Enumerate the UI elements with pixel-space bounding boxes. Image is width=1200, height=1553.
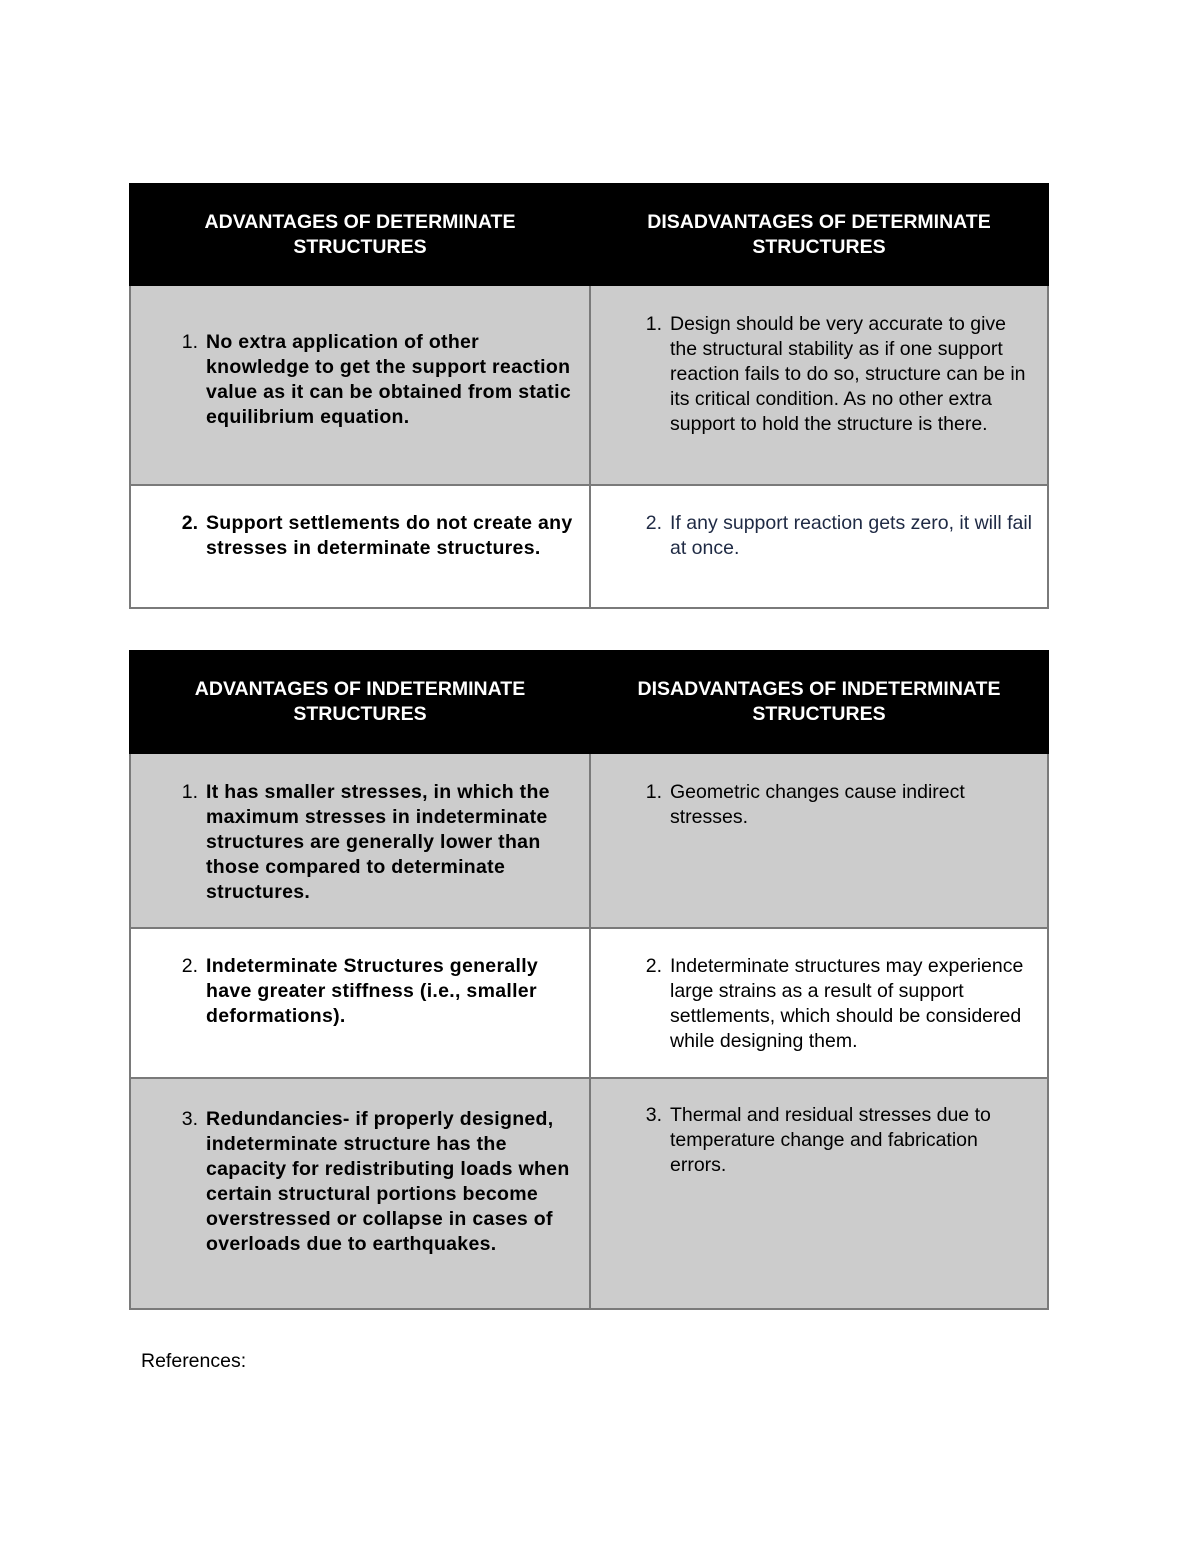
header-advantages-determinate: ADVANTAGES OF DETERMINATE STRUCTURES	[130, 184, 590, 285]
item-number: 2.	[181, 955, 198, 977]
table-cell	[130, 485, 590, 608]
item-number: 1.	[181, 331, 198, 353]
header-advantages-indeterminate: ADVANTAGES OF INDETERMINATE STRUCTURES	[130, 651, 590, 753]
list-item	[591, 954, 1047, 1054]
references-label: References:	[141, 1350, 247, 1372]
list-item	[131, 330, 589, 430]
list-item	[591, 511, 1047, 561]
header-disadvantages-indeterminate: DISADVANTAGES OF INDETERMINATE STRUCTURES	[590, 651, 1048, 753]
item-number: 3.	[645, 1104, 662, 1126]
item-text: Thermal and residual stresses due to temperature change and fabrication errors.	[670, 1104, 991, 1176]
determinate-structures-table	[129, 183, 1049, 609]
table-row	[130, 1078, 1048, 1309]
list-item	[131, 954, 589, 1029]
table-row	[130, 485, 1048, 608]
item-text	[206, 1107, 589, 1257]
item-text-line: Redundancies- if properly designed, indeterminate structure has the capacity for redistributing loads when certain structural portions become	[206, 1108, 570, 1205]
item-text: Indeterminate Structures generally have greater stiffness (i.e., smaller deformations).	[206, 955, 539, 1027]
item-number: 1.	[645, 313, 662, 335]
item-text-line: overloads due to earthquakes.	[206, 1233, 497, 1255]
table-cell	[590, 485, 1048, 608]
table-cell	[130, 928, 590, 1078]
list-item	[131, 780, 589, 905]
table-cell	[590, 1078, 1048, 1309]
table-row	[130, 928, 1048, 1078]
list-item	[131, 1107, 589, 1257]
table-row	[130, 285, 1048, 485]
item-text: Indeterminate structures may experience large strains as a result of support settlements, which should be considered while designing them.	[670, 955, 1024, 1052]
table-cell	[130, 1078, 590, 1309]
item-text: Support settlements do not create any stresses in determinate structures.	[206, 512, 573, 559]
table-row	[130, 753, 1048, 928]
item-number: 3.	[181, 1108, 198, 1130]
list-item	[591, 780, 1047, 830]
item-text: Geometric changes cause indirect stresses.	[670, 781, 965, 828]
header-disadvantages-determinate: DISADVANTAGES OF DETERMINATE STRUCTURES	[590, 184, 1048, 285]
item-number: 2.	[645, 512, 662, 534]
list-item	[591, 1103, 1047, 1178]
list-item	[591, 312, 1047, 437]
item-text-line: overstressed or collapse in cases of	[206, 1208, 553, 1230]
item-text: It has smaller stresses, in which the maximum stresses in indeterminate structures are generally lower than those compared to determinate structures.	[206, 781, 550, 903]
item-text: No extra application of other knowledge to get the support reaction value as it can be obtained from static equilibrium equation.	[206, 331, 571, 428]
item-number: 1.	[181, 781, 198, 803]
item-number: 2.	[181, 512, 198, 534]
item-text: Design should be very accurate to give the structural stability as if one support reaction fails to do so, structure can be in its critical condition. As no other extra support to hold the structure is there.	[670, 313, 1026, 435]
table-cell	[130, 285, 590, 485]
item-number: 2.	[645, 955, 662, 977]
list-item	[131, 511, 589, 561]
table-cell	[590, 928, 1048, 1078]
indeterminate-structures-table	[129, 650, 1049, 1310]
item-text: If any support reaction gets zero, it will fail at once.	[670, 512, 1032, 559]
table-cell	[590, 285, 1048, 485]
item-number: 1.	[645, 781, 662, 803]
table-cell	[130, 753, 590, 928]
table-cell	[590, 753, 1048, 928]
